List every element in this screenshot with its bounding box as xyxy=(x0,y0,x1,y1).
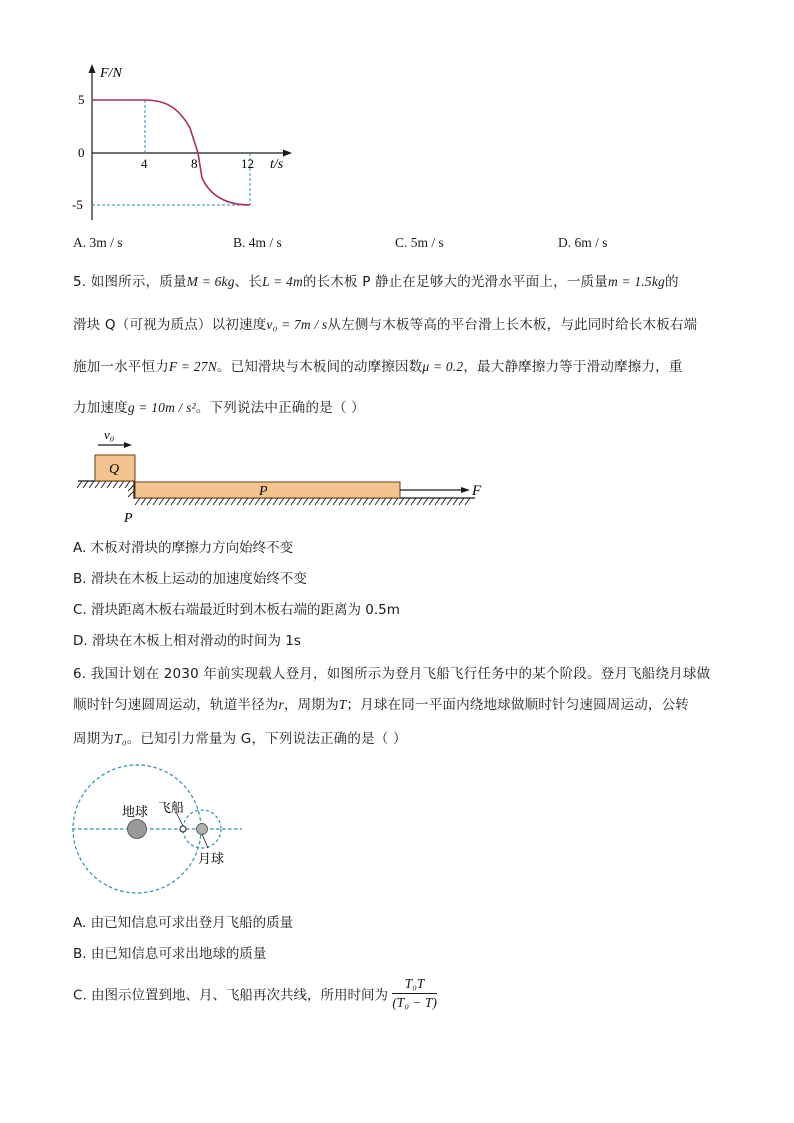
q5-line-2 xyxy=(73,313,697,333)
q5-text: 力加速度 xyxy=(73,400,128,416)
ground-hatch-line xyxy=(369,498,374,505)
board-p-label: P xyxy=(259,484,268,499)
q5-text: 的长木板 P 静止在足够大的光滑水平面上，一质量 xyxy=(302,274,608,290)
ground-hatch-line xyxy=(213,498,218,505)
ground-hatch-line xyxy=(453,498,458,505)
q4-option-a: A. 3m / s xyxy=(73,235,123,250)
ground-hatch-line xyxy=(423,498,428,505)
ground-hatch-line xyxy=(321,498,326,505)
ground-hatch-line xyxy=(267,498,272,505)
q6-period-t0: T₀ xyxy=(114,731,127,746)
q5-text: 施加一水平恒力 xyxy=(73,359,169,375)
ground-hatch-line xyxy=(291,498,296,505)
ground-hatch-line xyxy=(435,498,440,505)
ground-hatch-line xyxy=(375,498,380,505)
q5-length-l: L = 4m xyxy=(262,274,303,289)
force-arrowhead xyxy=(461,487,470,493)
ground-hatch-line xyxy=(285,498,290,505)
q5-text: ，最大静摩擦力等于滑动摩擦力，重 xyxy=(463,359,683,375)
q6-line-1: 6. 我国计划在 2030 年前实现载人登月，如图所示为登月飞船飞行任务中的某个阶段。登月飞船绕月球做 xyxy=(73,666,711,682)
q5-text: 的 xyxy=(664,274,679,290)
ground-hatch-line xyxy=(147,498,152,505)
earth-body xyxy=(128,820,147,839)
moon-label: 月球 xyxy=(198,852,225,867)
q6-option-b: B. 由已知信息可求出地球的质量 xyxy=(73,946,267,962)
force-time-graph xyxy=(70,60,310,230)
x-axis-arrow xyxy=(283,150,292,157)
ground-hatch-line xyxy=(327,498,332,505)
ground-hatch-line xyxy=(159,498,164,505)
y-tick-5: 5 xyxy=(78,92,85,107)
q6-text: 周期为 xyxy=(73,731,115,747)
block-q-label: Q xyxy=(109,462,120,477)
y-tick-minus5: -5 xyxy=(72,197,83,212)
ground-hatch-line xyxy=(441,498,446,505)
ship-label: 飞船 xyxy=(158,801,185,816)
ground-hatch-line xyxy=(459,498,464,505)
q6-option-c-fraction xyxy=(392,976,437,1011)
ground-hatch-line xyxy=(339,498,344,505)
ground-hatch-line xyxy=(333,498,338,505)
ground-hatch-line xyxy=(225,498,230,505)
q6-option-a: A. 由已知信息可求出登月飞船的质量 xyxy=(73,915,294,931)
ground-hatch-line xyxy=(315,498,320,505)
y-tick-0: 0 xyxy=(78,145,85,160)
q5-text: 5. 如图所示，质量 xyxy=(73,274,187,290)
q5-friction-coefficient: μ = 0.2 xyxy=(422,359,464,374)
moon-body xyxy=(197,824,208,835)
x-tick-8: 8 xyxy=(191,156,198,171)
ground-hatch-line xyxy=(357,498,362,505)
ground-hatch-line xyxy=(183,498,188,505)
ground-hatch-line xyxy=(219,498,224,505)
q5-gravity: g = 10m / s² xyxy=(127,400,196,415)
q6-option-c xyxy=(73,976,437,1011)
ground-hatch-line xyxy=(345,498,350,505)
q5-text: 、长 xyxy=(234,274,263,290)
ground-hatch-line xyxy=(279,498,284,505)
q6-line-2 xyxy=(73,693,689,713)
ground-hatch-line xyxy=(261,498,266,505)
q5-mass-m: M = 6kg xyxy=(186,274,235,289)
q5-velocity: v₀ = 7m / s xyxy=(266,317,328,332)
ground-hatch-line xyxy=(249,498,254,505)
q6-text: 。已知引力常量为 G，下列说法正确的是（ ） xyxy=(126,731,407,747)
ground-hatch-line xyxy=(429,498,434,505)
q5-text: 滑块 Q（可视为质点）以初速度 xyxy=(73,317,267,333)
q6-radius: r xyxy=(278,697,284,712)
y-axis-arrow xyxy=(89,64,96,73)
q5-line-3 xyxy=(73,355,683,375)
q5-line-4 xyxy=(73,396,365,416)
ground-hatch-line xyxy=(207,498,212,505)
fraction-numerator: T₀T xyxy=(392,976,437,994)
y-axis-label: F/N xyxy=(100,66,122,81)
velocity-label: v₀ xyxy=(104,427,115,442)
fraction-denominator: (T₀ − T) xyxy=(392,995,437,1010)
q6-text: 顺时针匀速圆周运动，轨道半径为 xyxy=(73,697,279,713)
earth-label: 地球 xyxy=(122,805,149,820)
q4-option-c: C. 5m / s xyxy=(395,235,444,250)
q6-text: ；月球在同一平面内绕地球做顺时针匀速圆周运动，公转 xyxy=(346,697,689,713)
q5-line-1 xyxy=(73,270,679,290)
ground-hatch-line xyxy=(177,498,182,505)
ground-hatch-line xyxy=(273,498,278,505)
platform-edge-hatching xyxy=(128,485,134,497)
q5-option-c: C. 滑块距离木板右端最近时到木板右端的距离为 0.5m xyxy=(73,602,400,618)
q5-mass-m2: m = 1.5kg xyxy=(607,274,665,289)
q4-option-d: D. 6m / s xyxy=(558,235,608,250)
orbit-figure xyxy=(70,762,250,902)
ground-hatch-line xyxy=(381,498,386,505)
q5-force: F = 27N xyxy=(168,359,217,374)
velocity-arrowhead xyxy=(124,442,132,448)
ground-hatch-line xyxy=(303,498,308,505)
ground-hatch-line xyxy=(135,498,140,505)
board-block-figure xyxy=(70,425,490,530)
x-tick-12: 12 xyxy=(241,156,254,171)
platform-hatching xyxy=(77,481,130,488)
q5-option-b: B. 滑块在木板上运动的加速度始终不变 xyxy=(73,571,307,587)
point-p-label: P xyxy=(124,511,133,526)
q5-text: 。下列说法中正确的是（ ） xyxy=(195,400,365,416)
q6-option-c-text: C. 由图示位置到地、月、飞船再次共线，所用时间为 xyxy=(73,987,389,1004)
ground-hatch-line xyxy=(297,498,302,505)
ground-hatch-line xyxy=(309,498,314,505)
ground-hatch-line xyxy=(171,498,176,505)
ground-hatch-line xyxy=(447,498,452,505)
q6-period: T xyxy=(338,697,347,712)
ground-hatch-line xyxy=(411,498,416,505)
q4-option-b: B. 4m / s xyxy=(233,235,282,250)
ground-hatch-line xyxy=(165,498,170,505)
q5-text: 。已知滑块与木板间的动摩擦因数 xyxy=(216,359,423,375)
x-axis-label: t/s xyxy=(270,157,284,172)
ground-hatch-line xyxy=(417,498,422,505)
force-label: F xyxy=(472,483,482,499)
ground-hatch-line xyxy=(363,498,368,505)
ground-hatch-line xyxy=(393,498,398,505)
ship-body xyxy=(180,826,186,832)
ground-hatch-line xyxy=(141,498,146,505)
q5-option-a: A. 木板对滑块的摩擦力方向始终不变 xyxy=(73,540,294,556)
ground-hatching xyxy=(135,498,470,505)
q5-option-d: D. 滑块在木板上相对滑动的时间为 1s xyxy=(73,633,301,649)
ground-hatch-line xyxy=(189,498,194,505)
ground-hatch-line xyxy=(387,498,392,505)
ground-hatch-line xyxy=(201,498,206,505)
x-tick-4: 4 xyxy=(141,156,148,171)
ground-hatch-line xyxy=(195,498,200,505)
ground-hatch-line xyxy=(237,498,242,505)
ground-hatch-line xyxy=(153,498,158,505)
ground-hatch-line xyxy=(399,498,404,505)
q6-text: ，周期为 xyxy=(283,697,339,713)
ground-hatch-line xyxy=(231,498,236,505)
moon-pointer xyxy=(202,834,208,848)
q6-line-3 xyxy=(73,727,407,747)
ground-hatch-line xyxy=(351,498,356,505)
ground-hatch-line xyxy=(465,498,470,505)
q5-text: 从左侧与木板等高的平台滑上长木板，与此同时给长木板右端 xyxy=(327,317,698,333)
ground-hatch-line xyxy=(405,498,410,505)
ground-hatch-line xyxy=(255,498,260,505)
ground-hatch-line xyxy=(243,498,248,505)
